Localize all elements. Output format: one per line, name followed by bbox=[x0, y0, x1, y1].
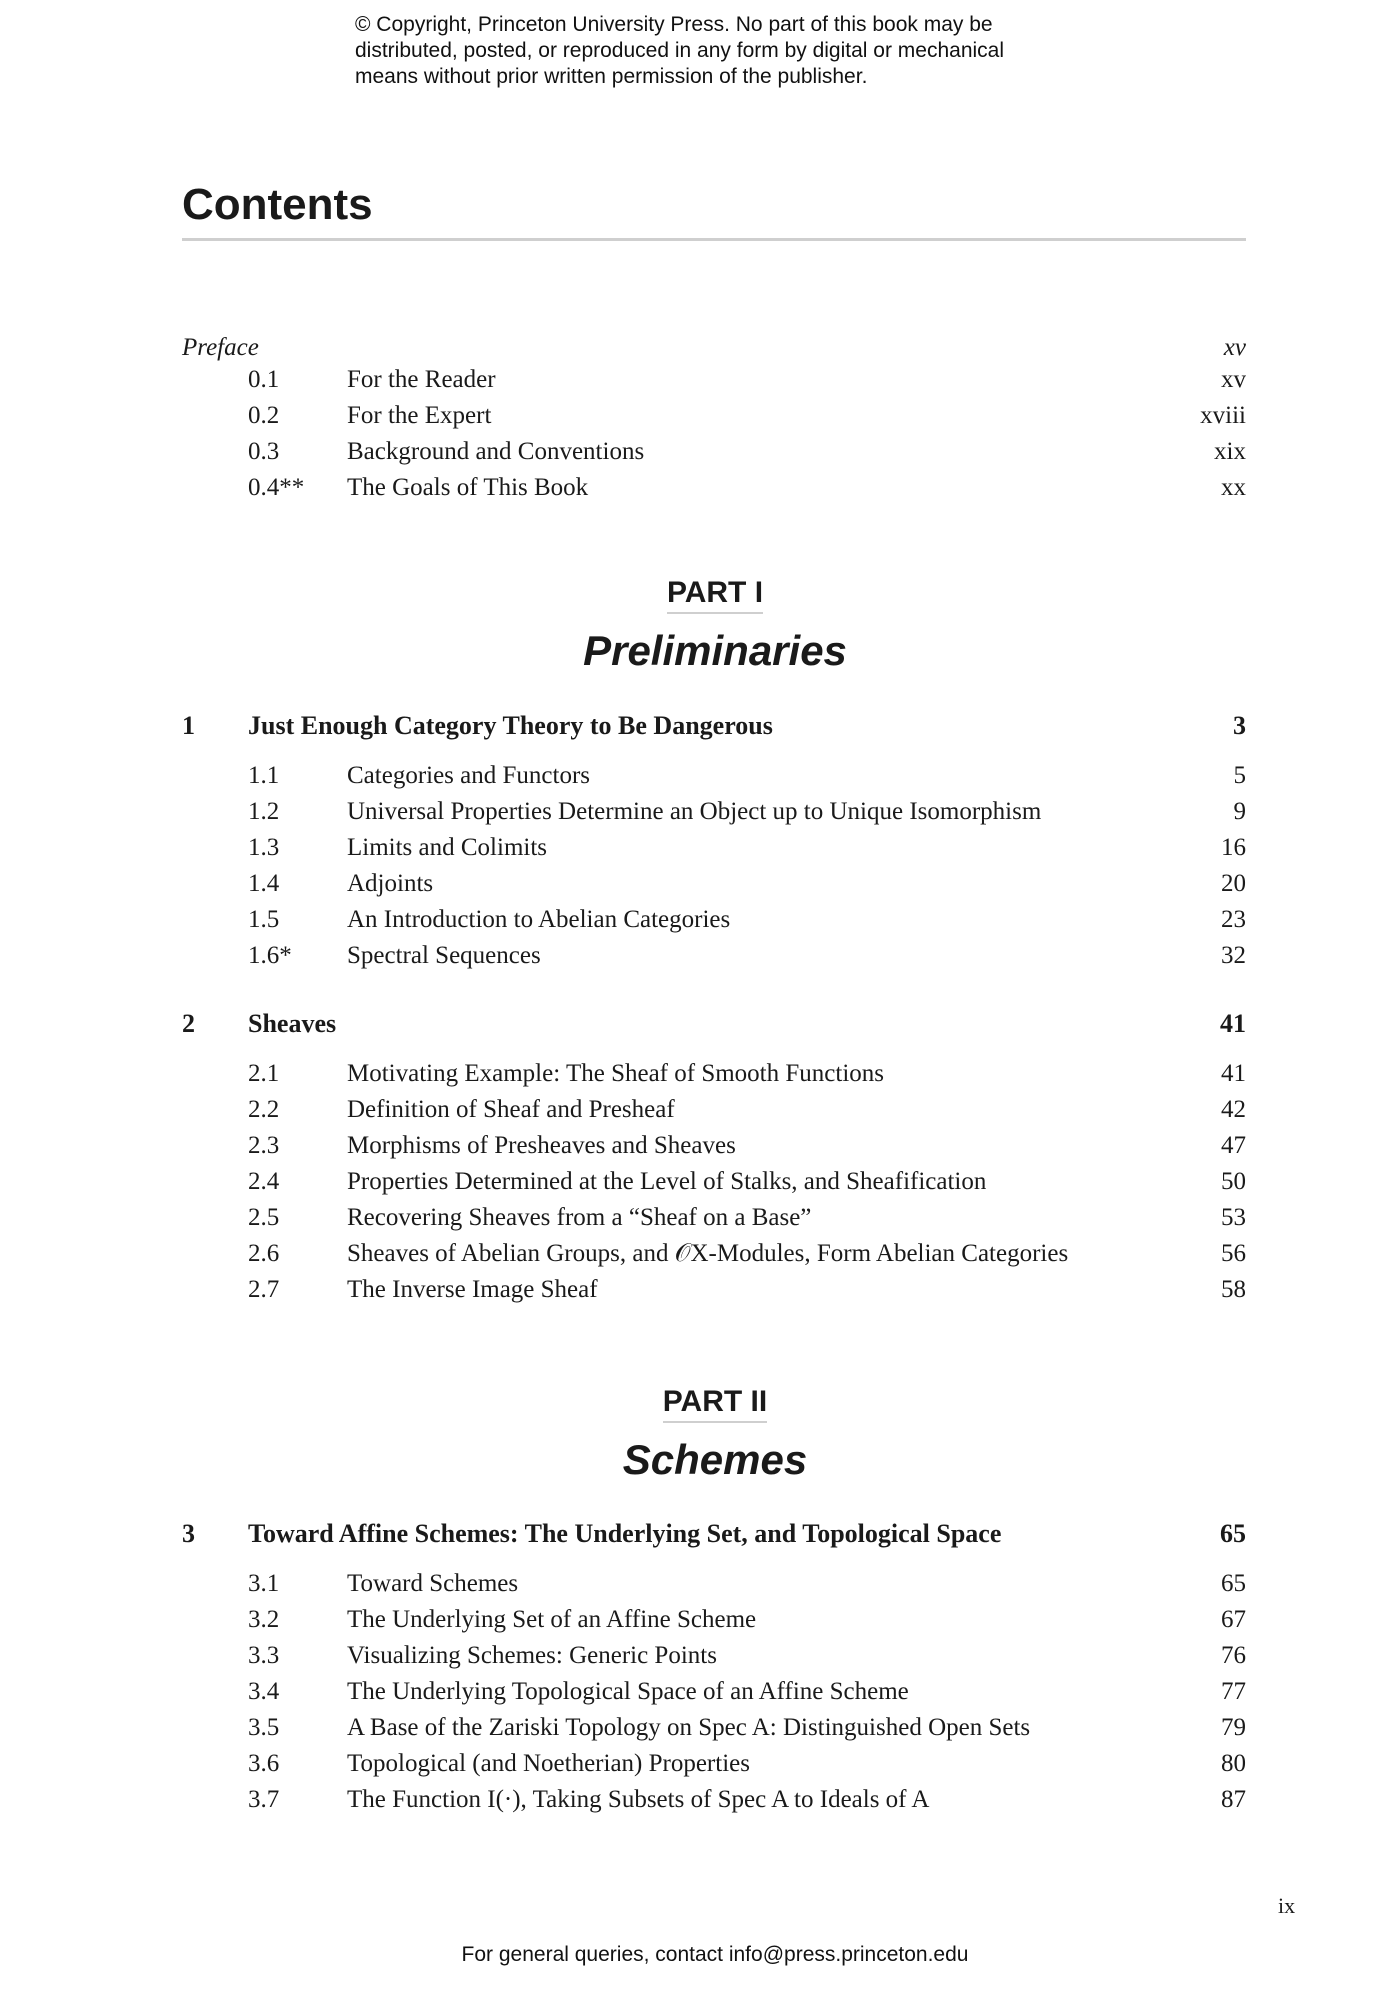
toc-section[interactable] bbox=[182, 1602, 1246, 1638]
section-number: 3.2 bbox=[248, 1606, 280, 1633]
section-page: 42 bbox=[1221, 1096, 1246, 1123]
section-title: Sheaves of Abelian Groups, and 𝒪X-Modules, Form Abelian Categories bbox=[347, 1240, 1069, 1267]
toc-section[interactable] bbox=[182, 1746, 1246, 1782]
section-title: Recovering Sheaves from a “Sheaf on a Base” bbox=[347, 1204, 812, 1231]
section-title: Definition of Sheaf and Presheaf bbox=[347, 1096, 675, 1123]
toc-chapter[interactable] bbox=[182, 1516, 1246, 1552]
chapter-title: Just Enough Category Theory to Be Dangerous bbox=[248, 711, 773, 740]
section-title: A Base of the Zariski Topology on Spec A: Distinguished Open Sets bbox=[347, 1714, 1031, 1741]
chapter-title: Toward Affine Schemes: The Underlying Set, and Topological Space bbox=[248, 1519, 1002, 1548]
section-number: 1.5 bbox=[248, 906, 280, 933]
copyright-line: © Copyright, Princeton University Press. No part of this book may be bbox=[355, 13, 993, 36]
entry-page: xv bbox=[1223, 334, 1246, 361]
entry-title: Preface bbox=[182, 334, 259, 361]
chapter-page: 65 bbox=[1220, 1519, 1246, 1548]
section-page: 65 bbox=[1221, 1570, 1246, 1597]
section-page: 23 bbox=[1221, 906, 1246, 933]
toc-section[interactable] bbox=[182, 1638, 1246, 1674]
toc-section[interactable] bbox=[182, 1710, 1246, 1746]
section-page: 77 bbox=[1221, 1678, 1246, 1705]
section-title: Spectral Sequences bbox=[347, 942, 541, 969]
toc-section[interactable] bbox=[182, 1056, 1246, 1092]
page-folio: ix bbox=[1278, 1893, 1296, 1918]
section-number: 1.1 bbox=[248, 762, 280, 789]
section-number: 0.1 bbox=[248, 366, 280, 393]
toc-section[interactable] bbox=[182, 398, 1246, 434]
section-title: Motivating Example: The Sheaf of Smooth Functions bbox=[347, 1060, 884, 1087]
section-number: 2.6 bbox=[248, 1240, 280, 1267]
section-page: 58 bbox=[1221, 1276, 1246, 1303]
toc-section[interactable] bbox=[182, 866, 1246, 902]
section-number: 3.1 bbox=[248, 1570, 280, 1597]
section-page: 20 bbox=[1221, 870, 1246, 897]
section-page: 56 bbox=[1221, 1240, 1246, 1267]
footer-contact: For general queries, contact info@press.princeton.edu bbox=[461, 1943, 969, 1966]
section-number: 1.3 bbox=[248, 834, 280, 861]
section-number: 1.4 bbox=[248, 870, 280, 897]
section-number: 2.7 bbox=[248, 1276, 280, 1303]
section-title: For the Expert bbox=[347, 402, 492, 429]
section-number: 1.2 bbox=[248, 798, 280, 825]
chapter-number: 3 bbox=[182, 1519, 195, 1548]
section-number: 0.2 bbox=[248, 402, 280, 429]
section-title: For the Reader bbox=[347, 366, 496, 393]
section-page: 16 bbox=[1221, 834, 1246, 861]
section-page: 53 bbox=[1221, 1204, 1246, 1231]
toc-section[interactable] bbox=[182, 1236, 1246, 1272]
chapter-title: Sheaves bbox=[248, 1009, 337, 1038]
section-title: Adjoints bbox=[347, 870, 434, 897]
section-number: 2.3 bbox=[248, 1132, 280, 1159]
toc-section[interactable] bbox=[182, 1566, 1246, 1602]
section-page: 41 bbox=[1221, 1060, 1246, 1087]
section-page: 79 bbox=[1221, 1714, 1246, 1741]
section-page: 76 bbox=[1221, 1642, 1246, 1669]
section-title: Morphisms of Presheaves and Sheaves bbox=[347, 1132, 736, 1159]
part-name: Preliminaries bbox=[583, 627, 847, 674]
section-number: 3.7 bbox=[248, 1786, 280, 1813]
section-title: Limits and Colimits bbox=[347, 834, 548, 861]
chapter-number: 2 bbox=[182, 1009, 195, 1038]
toc-section[interactable] bbox=[182, 434, 1246, 470]
section-title: Visualizing Schemes: Generic Points bbox=[347, 1642, 717, 1669]
copyright-line: distributed, posted, or reproduced in any form by digital or mechanical bbox=[355, 39, 1005, 62]
section-page: 87 bbox=[1221, 1786, 1246, 1813]
section-page: xix bbox=[1214, 438, 1246, 465]
toc-section[interactable] bbox=[182, 1272, 1246, 1308]
section-page: 9 bbox=[1233, 798, 1246, 825]
section-number: 2.4 bbox=[248, 1168, 280, 1195]
toc-section[interactable] bbox=[182, 830, 1246, 866]
toc-entry-preface[interactable] bbox=[182, 330, 1246, 366]
page-title: Contents bbox=[182, 180, 373, 229]
toc-section[interactable] bbox=[182, 758, 1246, 794]
section-number: 3.3 bbox=[248, 1642, 280, 1669]
chapter-number: 1 bbox=[182, 711, 195, 740]
section-title: The Inverse Image Sheaf bbox=[347, 1276, 598, 1303]
part-label: PART I bbox=[0, 576, 1400, 614]
section-number: 2.5 bbox=[248, 1204, 280, 1231]
section-page: xviii bbox=[1200, 402, 1246, 429]
toc-section[interactable] bbox=[182, 1164, 1246, 1200]
section-number: 3.5 bbox=[248, 1714, 280, 1741]
title-divider bbox=[182, 238, 1246, 241]
section-number: 1.6* bbox=[248, 942, 292, 969]
section-number: 2.1 bbox=[248, 1060, 280, 1087]
section-number: 3.6 bbox=[248, 1750, 280, 1777]
section-title: The Underlying Set of an Affine Scheme bbox=[347, 1606, 757, 1633]
toc-section[interactable] bbox=[182, 1200, 1246, 1236]
section-title: The Underlying Topological Space of an Affine Scheme bbox=[347, 1678, 909, 1705]
section-title: Categories and Functors bbox=[347, 762, 591, 789]
section-title: Properties Determined at the Level of Stalks, and Sheafification bbox=[347, 1168, 987, 1195]
chapter-page: 41 bbox=[1220, 1009, 1246, 1038]
toc-section[interactable] bbox=[182, 1782, 1246, 1818]
part-name: Schemes bbox=[622, 1436, 808, 1483]
section-title: An Introduction to Abelian Categories bbox=[347, 906, 731, 933]
section-title: The Function I(·), Taking Subsets of Spec A to Ideals of A bbox=[347, 1786, 930, 1813]
section-page: 47 bbox=[1221, 1132, 1246, 1159]
section-number: 3.4 bbox=[248, 1678, 280, 1705]
part-label: PART II bbox=[0, 1385, 1400, 1423]
section-page: xx bbox=[1221, 474, 1246, 501]
toc-section[interactable] bbox=[182, 470, 1246, 506]
toc-chapter[interactable] bbox=[182, 708, 1246, 744]
section-title: The Goals of This Book bbox=[347, 474, 589, 501]
section-page: 50 bbox=[1221, 1168, 1246, 1195]
copyright-notice bbox=[355, 12, 1055, 90]
toc-section[interactable] bbox=[182, 362, 1246, 398]
copyright-line: means without prior written permission of the publisher. bbox=[355, 65, 868, 88]
section-title: Background and Conventions bbox=[347, 438, 645, 465]
section-page: 67 bbox=[1221, 1606, 1246, 1633]
section-title: Toward Schemes bbox=[347, 1570, 519, 1597]
section-page: 80 bbox=[1221, 1750, 1246, 1777]
section-number: 0.4** bbox=[248, 474, 305, 501]
chapter-page: 3 bbox=[1233, 711, 1246, 740]
section-page: xv bbox=[1221, 366, 1246, 393]
toc-section[interactable] bbox=[182, 1674, 1246, 1710]
toc-section[interactable] bbox=[182, 938, 1246, 974]
section-page: 32 bbox=[1221, 942, 1246, 969]
toc-section[interactable] bbox=[182, 1128, 1246, 1164]
section-number: 2.2 bbox=[248, 1096, 280, 1123]
section-title: Universal Properties Determine an Object up to Unique Isomorphism bbox=[347, 798, 1042, 825]
section-title: Topological (and Noetherian) Properties bbox=[347, 1750, 750, 1777]
section-number: 0.3 bbox=[248, 438, 280, 465]
toc-chapter[interactable] bbox=[182, 1006, 1246, 1042]
section-page: 5 bbox=[1233, 762, 1246, 789]
toc-section[interactable] bbox=[182, 1092, 1246, 1128]
toc-section[interactable] bbox=[182, 794, 1246, 830]
toc-section[interactable] bbox=[182, 902, 1246, 938]
